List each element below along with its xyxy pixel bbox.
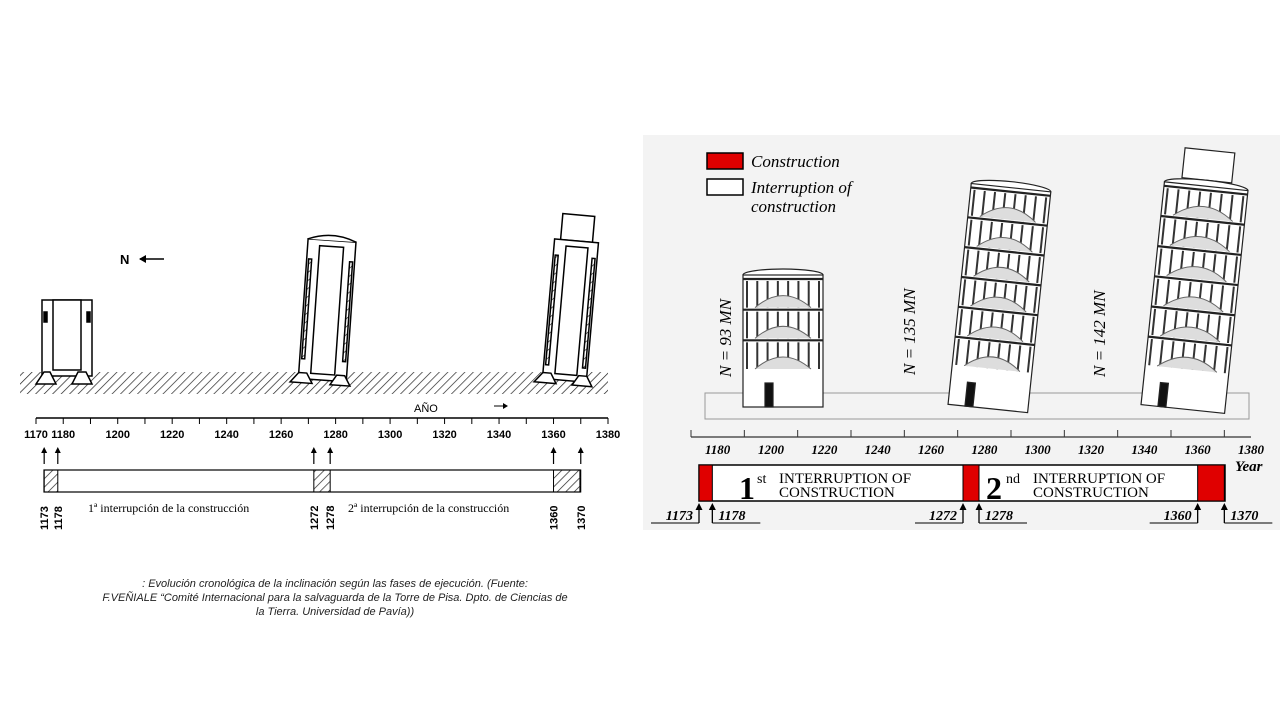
right-axis-tick-label: 1200 bbox=[758, 442, 784, 457]
left-axis-tick-label: 1280 bbox=[323, 429, 348, 441]
left-axis-tick-label: 1320 bbox=[432, 429, 457, 441]
load-label-1: N = 93 MN bbox=[716, 298, 735, 377]
english-chronology-diagram bbox=[643, 135, 1280, 530]
interruption-1-ordinal: 1 bbox=[739, 470, 755, 506]
right-event-year: 1278 bbox=[985, 509, 1013, 524]
right-axis-tick-labels bbox=[705, 442, 1264, 457]
interruption-1-line1: INTERRUPTION OF bbox=[779, 471, 912, 487]
left-event-year: 1178 bbox=[52, 506, 65, 530]
right-event-year: 1360 bbox=[1163, 509, 1192, 524]
right-event-arrow-head bbox=[696, 503, 703, 510]
left-event-year: 1173 bbox=[39, 506, 52, 530]
left-axis-tick-label: 1260 bbox=[268, 429, 294, 441]
left-interruption-1: 1ª interrupción de la construcción bbox=[88, 501, 250, 515]
left-interruption-2: 2ª interrupción de la construcción bbox=[348, 501, 510, 515]
right-event-year: 1173 bbox=[665, 509, 693, 524]
right-axis-label: Year bbox=[1235, 459, 1263, 475]
right-event-year: 1272 bbox=[929, 509, 957, 524]
right-event-arrow-head bbox=[1221, 503, 1228, 510]
left-event-year: 1278 bbox=[325, 505, 338, 530]
left-axis-tick-label: 1170 bbox=[24, 429, 48, 441]
right-construction-segment bbox=[1198, 465, 1225, 501]
interruption-2-ordinal: 2 bbox=[986, 470, 1002, 506]
right-construction-segment bbox=[699, 465, 712, 501]
tower-stage-3-illustration bbox=[1141, 146, 1252, 413]
interruption-1-line2: CONSTRUCTION bbox=[779, 485, 895, 501]
left-axis-ticks bbox=[36, 418, 608, 424]
left-event-arrow-head bbox=[55, 447, 61, 453]
left-axis-tick-label: 1180 bbox=[51, 429, 76, 441]
right-axis-tick-label: 1220 bbox=[811, 442, 838, 457]
right-event-arrow-head bbox=[1194, 503, 1201, 510]
left-construction-segment bbox=[314, 470, 330, 492]
north-arrow-head bbox=[139, 255, 146, 263]
caption-line-1: : Evolución cronológica de la inclinación según las fases de ejecución. (Fuente: bbox=[142, 578, 528, 590]
left-axis-tick-label: 1340 bbox=[486, 429, 512, 441]
right-axis-tick-label: 1300 bbox=[1024, 442, 1051, 457]
right-event-arrow-head bbox=[709, 503, 716, 510]
interruption-2-line2: CONSTRUCTION bbox=[1033, 485, 1149, 501]
right-axis-tick-label: 1280 bbox=[971, 442, 998, 457]
interruption-1-suffix: st bbox=[757, 472, 767, 487]
left-axis-tick-label: 1200 bbox=[105, 429, 130, 441]
legend-construction-swatch bbox=[707, 153, 743, 169]
left-event-arrow-head bbox=[41, 447, 47, 453]
right-axis-tick-label: 1320 bbox=[1078, 442, 1104, 457]
legend-interruption-swatch bbox=[707, 179, 743, 195]
right-axis-ticks bbox=[691, 430, 1224, 437]
tower-stage-2 bbox=[290, 233, 360, 386]
right-axis-tick-label: 1240 bbox=[864, 442, 891, 457]
left-event-arrows bbox=[41, 447, 584, 464]
tower-stage-1 bbox=[36, 300, 92, 384]
right-construction-segment bbox=[963, 465, 979, 501]
interruption-2-suffix: nd bbox=[1006, 472, 1020, 487]
tower-stage-3 bbox=[534, 212, 607, 386]
right-event-arrow-head bbox=[960, 503, 967, 510]
left-construction-segment bbox=[554, 470, 581, 492]
right-axis-tick-label: 1260 bbox=[918, 442, 944, 457]
right-axis-tick-label: 1340 bbox=[1131, 442, 1158, 457]
left-event-year: 1272 bbox=[308, 505, 321, 530]
right-axis-tick-label: 1180 bbox=[705, 442, 731, 457]
legend-interruption-label-2: construction bbox=[751, 197, 836, 216]
figure-caption bbox=[40, 577, 630, 619]
left-axis-tick-label: 1380 bbox=[595, 429, 621, 441]
left-event-arrow-head bbox=[311, 447, 317, 453]
left-axis-tick-labels bbox=[24, 429, 620, 441]
left-event-arrow-head bbox=[578, 447, 584, 453]
tower-stage-2-illustration bbox=[948, 178, 1051, 413]
left-axis-tick-label: 1220 bbox=[159, 429, 185, 441]
left-timeline-bar bbox=[44, 470, 580, 492]
left-construction-segment bbox=[44, 470, 58, 492]
spanish-chronology-diagram bbox=[0, 200, 640, 640]
right-event-markers bbox=[651, 503, 1272, 524]
left-event-arrow-head bbox=[551, 447, 557, 453]
caption-line-2: F.VEÑIALE “Comité Internacional para la salvaguarda de la Torre de Pisa. Dpto. de Ciencias de bbox=[102, 592, 568, 604]
right-axis-tick-label: 1360 bbox=[1184, 442, 1211, 457]
interruption-2-line1: INTERRUPTION OF bbox=[1033, 471, 1166, 487]
caption-line-3: la Tierra. Universidad de Pavía)) bbox=[255, 606, 415, 618]
left-axis-tick-label: 1240 bbox=[214, 429, 239, 441]
left-diagram-svg bbox=[0, 200, 640, 640]
right-diagram-svg bbox=[643, 135, 1280, 530]
left-event-arrow-head bbox=[327, 447, 333, 453]
north-label: N bbox=[120, 252, 130, 267]
year-direction-arrow-head bbox=[503, 403, 508, 409]
legend-interruption-label-1: Interruption of bbox=[751, 178, 852, 197]
load-label-3: N = 142 MN bbox=[1090, 290, 1109, 377]
tower-stage-1-illustration bbox=[743, 269, 823, 407]
right-event-arrow-head bbox=[976, 503, 983, 510]
left-axis-tick-label: 1300 bbox=[377, 429, 403, 441]
left-event-year: 1360 bbox=[548, 505, 561, 530]
right-event-year: 1370 bbox=[1230, 509, 1259, 524]
right-event-year: 1178 bbox=[718, 509, 746, 524]
load-label-2: N = 135 MN bbox=[900, 288, 919, 375]
legend-construction-label: Construction bbox=[751, 152, 840, 171]
left-event-year: 1370 bbox=[575, 505, 588, 530]
right-axis-tick-label: 1380 bbox=[1238, 442, 1264, 457]
year-axis-label: AÑO bbox=[414, 403, 438, 415]
left-axis-tick-label: 1360 bbox=[541, 429, 566, 441]
